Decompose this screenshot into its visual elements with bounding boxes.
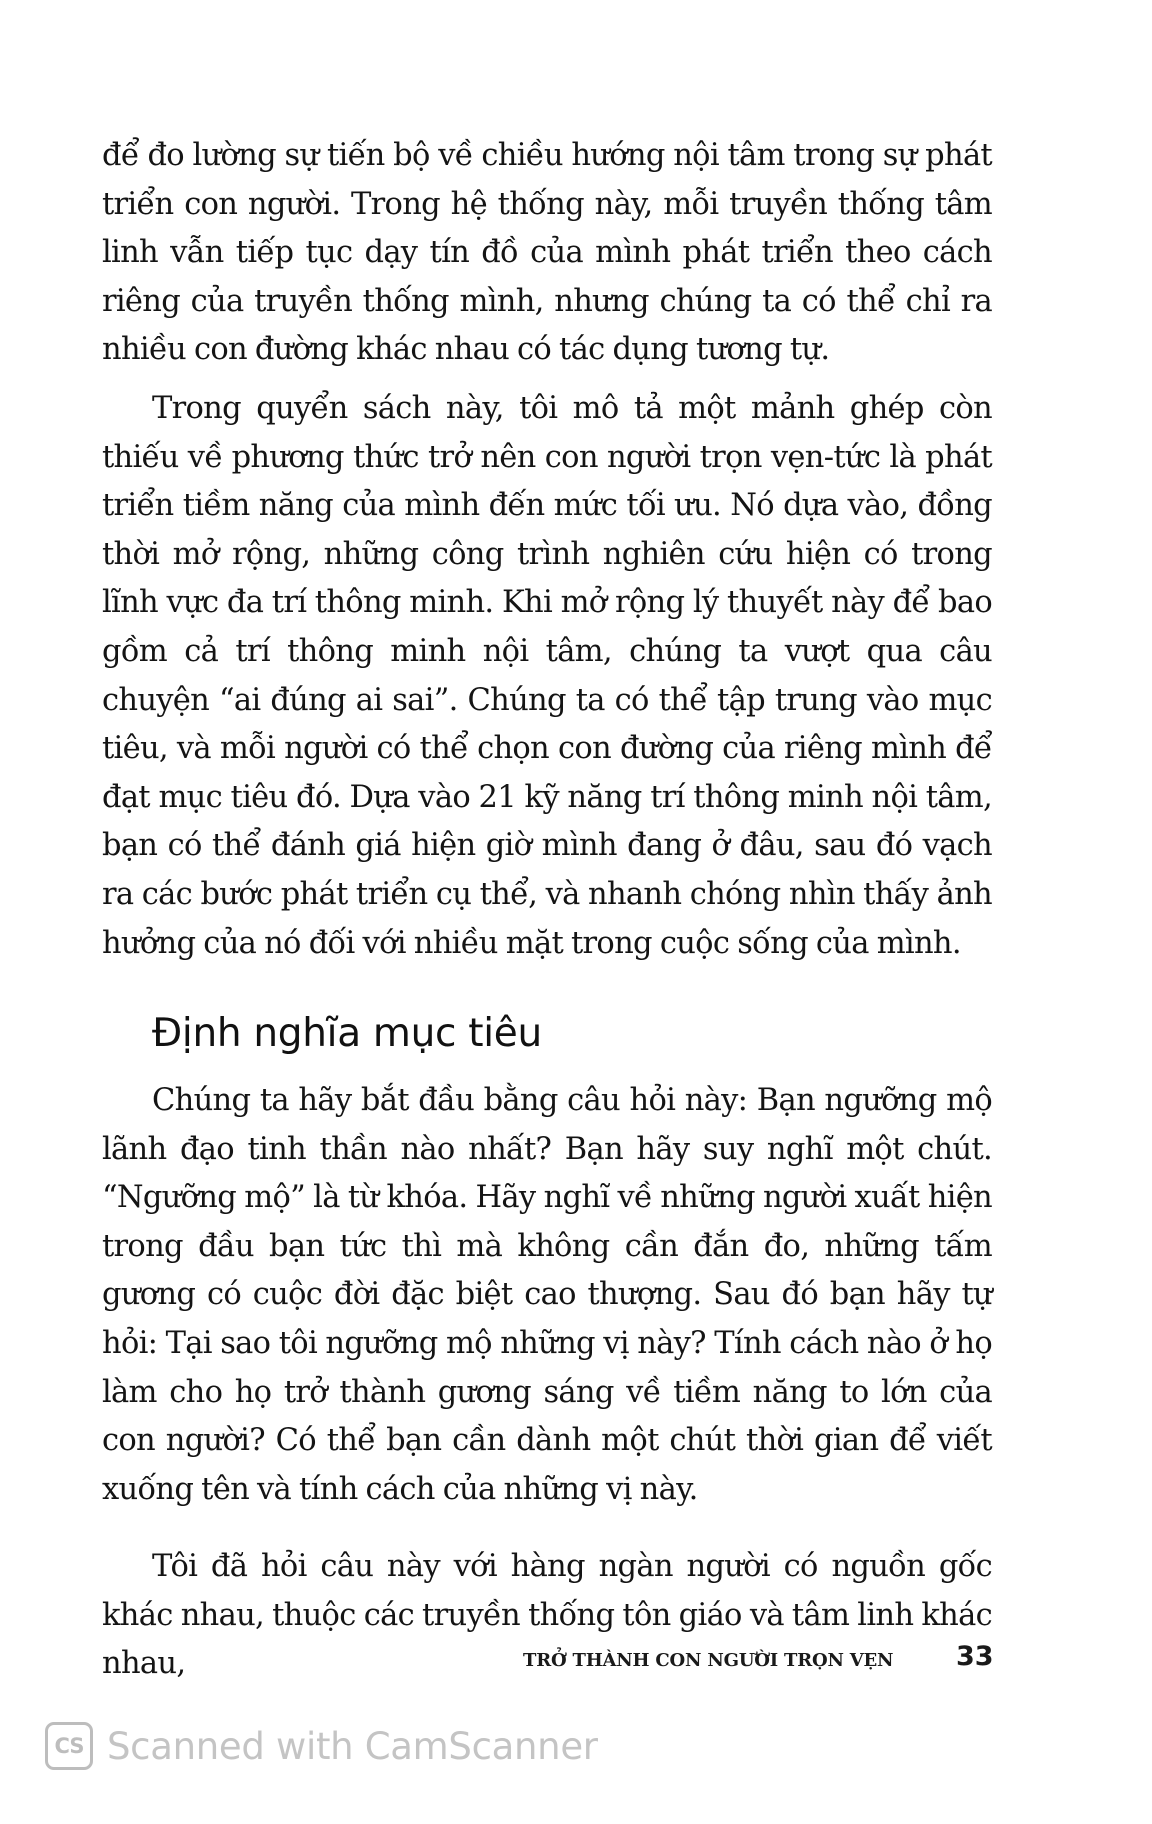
paragraph-2: Trong quyển sách này, tôi mô tả một mảnh ghép còn thiếu về phương thức trở nên con người trọn vẹn-tức là phát triển tiềm năng của mình đến mức tối ưu. Nó dựa vào, đồng thời mở rộng, những công trình nghiên cứu hiện có trong lĩnh vực đa trí thông minh. Khi mở rộng lý thuyết này để bao gồm cả trí thông minh nội tâm, chúng ta vượt qua câu chuyện “ai đúng ai sai”. Chúng ta có thể tập trung vào mục tiêu, và mỗi người có thể chọn con đường của riêng mình để đạt mục tiêu đó. Dựa vào 21 kỹ năng trí thông minh nội tâm, bạn có thể đánh giá hiện giờ mình đang ở đâu, sau đó vạch ra các bước phát triển cụ thể, và nhanh chóng nhìn thấy ảnh hưởng của nó đối với nhiều mặt trong cuộc sống của mình.: [102, 391, 992, 961]
section-heading: Định nghĩa mục tiêu: [152, 1011, 542, 1056]
paragraph-3: Chúng ta hãy bắt đầu bằng câu hỏi này: Bạn ngưỡng mộ lãnh đạo tinh thần nào nhất? Bạn hãy suy nghĩ một chút. “Ngưỡng mộ” là từ khóa. Hãy nghĩ về những người xuất hiện trong đầu bạn tức thì mà không cần đắn đo, những tấm gương có cuộc đời đặc biệt cao thượng. Sau đó bạn hãy tự hỏi: Tại sao tôi ngưỡng mộ những vị này? Tính cách nào ở họ làm cho họ trở thành gương sáng về tiềm năng to lớn của con người? Có thể bạn cần dành một chút thời gian để viết xuống tên và tính cách của những vị này.: [102, 1083, 992, 1507]
paragraph-1: để đo lường sự tiến bộ về chiều hướng nội tâm trong sự phát triển con người. Trong hệ thống này, mỗi truyền thống tâm linh vẫn tiếp tục dạy tín đồ của mình phát triển theo cách riêng của truyền thống mình, nhưng chúng ta có thể chỉ ra nhiều con đường khác nhau có tác dụng tương tự.: [102, 138, 992, 368]
running-title: TRỞ THÀNH CON NGƯỜI TRỌN VẸN: [523, 1650, 894, 1671]
paragraph-4: Tôi đã hỏi câu này với hàng ngàn người có nguồn gốc khác nhau, thuộc các truyền thống tôn giáo và tâm linh khác nhau,: [102, 1549, 992, 1682]
page-number: 33: [956, 1641, 994, 1672]
camscanner-logo-icon: CS: [45, 1722, 93, 1770]
scanner-watermark: [45, 1716, 598, 1776]
watermark-text: Scanned with CamScanner: [107, 1724, 598, 1768]
